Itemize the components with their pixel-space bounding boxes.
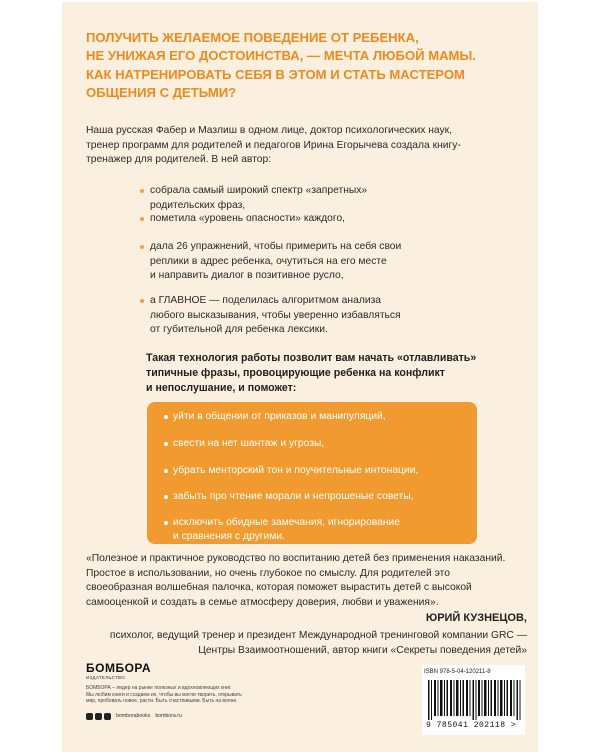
headline-line: ОБЩЕНИЯ С ДЕТЬМИ? <box>86 85 237 101</box>
publisher-subtitle: ИЗДАТЕЛЬСТВО <box>86 675 126 680</box>
social-network-icon <box>95 713 102 720</box>
bullet-icon <box>164 415 168 419</box>
list-item <box>173 516 400 545</box>
bullet-icon <box>164 521 168 525</box>
publisher-site: bombora.ru <box>155 713 182 719</box>
lead-line: Такая технология работы позволит вам начать «отлавливать» <box>146 352 477 364</box>
list-item <box>150 212 345 227</box>
list-item <box>173 410 386 424</box>
bullet-icon <box>140 189 144 193</box>
list-item-line: и направить диалог в позитивное русло, <box>150 270 344 282</box>
lead-line: и непослушание, и поможет: <box>146 381 297 394</box>
social-handle: bomborabooks <box>116 713 151 719</box>
list-item-line: забыть про чтение морали и непрошеные советы, <box>173 491 414 502</box>
lead-paragraph <box>146 351 526 395</box>
list-item-line: родительских фраз, <box>150 199 246 211</box>
publisher-description <box>86 685 286 705</box>
headline-line: ПОЛУЧИТЬ ЖЕЛАЕМОЕ ПОВЕДЕНИЕ ОТ РЕБЕНКА, <box>86 30 419 45</box>
list-item-line: любого высказывания, чтобы уверенно избавляться <box>150 309 401 321</box>
list-item-line: реплики в адрес ребенка, очутиться на его месте <box>150 255 387 267</box>
bullet-icon <box>164 442 168 446</box>
author-role <box>0 629 527 658</box>
list-item <box>173 464 418 478</box>
quote-author: ЮРИЙ КУЗНЕЦОВ, <box>425 612 527 624</box>
review-quote <box>86 552 536 611</box>
bullet-icon <box>164 469 168 473</box>
list-item-line: от губительной для ребенка лексики. <box>150 324 328 336</box>
bullet-icon <box>140 217 144 221</box>
list-item-line: дала 26 упражнений, чтобы примерить на себя свои <box>150 241 402 252</box>
quote-line: Простое в использовании, но очень глубокое по смыслу. Для родителей это <box>86 567 450 579</box>
list-item <box>173 490 414 504</box>
intro-line: тренажер для родителей. В ней автор: <box>86 154 272 166</box>
quote-line: самооценкой и создать в семье атмосферу доверия, любви и уважения». <box>86 597 439 609</box>
intro-line: тренер программ для родителей и педагогов Ирина Егорычева создала книгу- <box>86 139 461 151</box>
barcode-number: 9 785041 202118 > <box>426 721 517 730</box>
quote-line: «Полезное и практичное руководство по воспитанию детей без применения наказаний. <box>86 553 506 564</box>
author-role-line: психолог, ведущий тренер и президент Международной тренинговой компании GRC — <box>109 630 527 641</box>
list-item <box>173 437 324 451</box>
list-item <box>150 184 367 213</box>
list-item-line: а ГЛАВНОЕ — поделилась алгоритмом анализа <box>150 295 382 306</box>
list-item-line: и сравнения с другими. <box>173 531 285 543</box>
social-links <box>86 712 182 720</box>
list-item-line: собрала самый широкий спектр «запретных» <box>150 185 368 196</box>
bullet-icon <box>164 495 168 499</box>
social-network-icon <box>86 713 93 720</box>
publisher-logo: БОМБОРА <box>86 661 152 675</box>
list-item <box>150 294 401 338</box>
author-role-line: Центры Взаимоотношений, автор книги «Секреты поведения детей» <box>198 644 527 656</box>
headline-line: НЕ УНИЖАЯ ЕГО ДОСТОИНСТВА, — МЕЧТА ЛЮБОЙ МАМЫ. <box>86 48 476 64</box>
lead-line: типичные фразы, провоцирующие ребенка на конфликт <box>146 366 445 379</box>
headline-line: КАК НАТРЕНИРОВАТЬ СЕБЯ В ЭТОМ И СТАТЬ МАСТЕРОМ <box>86 66 465 82</box>
bullet-icon <box>140 245 144 249</box>
list-item-line: свести на нет шантаж и угрозы, <box>173 438 325 449</box>
publisher-description-line: БОМБОРА – лидер на рынке полезных и вдохновляющих книг. <box>86 685 232 691</box>
social-network-icon <box>104 713 111 720</box>
list-item <box>150 240 401 284</box>
bullet-icon <box>140 299 144 303</box>
list-item-line: исключить обидные замечания, игнорирование <box>173 517 400 528</box>
intro-paragraph <box>86 124 526 168</box>
headline <box>86 29 516 103</box>
list-item-line: уйти в общении от приказов и манипуляций, <box>173 411 386 422</box>
quote-line: своеобразная волшебная палочка, которая поможет вырастить детей с высокой <box>86 582 472 594</box>
barcode-icon <box>428 680 523 720</box>
publisher-description-line: мир, пробовать новое, расти. Быть счастливыми. Быть на волне. <box>86 698 238 705</box>
isbn: ISBN 978-5-04-120211-8 <box>424 669 491 675</box>
list-item-line: убрать менторский тон и поучительные интонации, <box>173 465 419 476</box>
publisher-description-line: Мы любим книги и создаем их, чтобы вы могли творить, открывать <box>86 691 242 698</box>
intro-line: Наша русская Фабер и Мазлиш в одном лице, доктор психологических наук, <box>86 125 453 136</box>
list-item-line: пометила «уровень опасности» каждого, <box>150 213 346 224</box>
